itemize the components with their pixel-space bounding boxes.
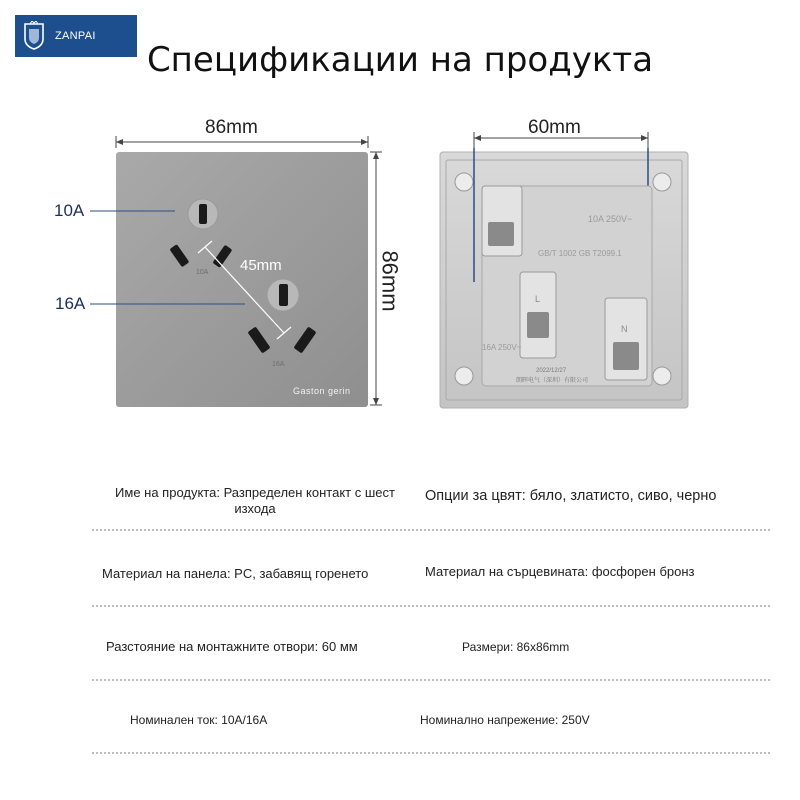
spec-dimensions: Размери: 86x86mm bbox=[462, 640, 570, 654]
divider bbox=[92, 605, 770, 607]
divider bbox=[92, 679, 770, 681]
face-16a-mark: 16A bbox=[272, 361, 285, 368]
face-10a-mark: 10A bbox=[196, 269, 209, 276]
spec-panel-material: Материал на панела: PC, забавящ горенето bbox=[102, 566, 369, 581]
back-16a-text: 16A 250V~ bbox=[482, 343, 522, 352]
divider bbox=[92, 529, 770, 531]
brand-name: ZANPAI bbox=[55, 30, 96, 42]
diagonal-45mm-label: 45mm bbox=[240, 257, 282, 274]
spec-rated-current: Номинален ток: 10A/16A bbox=[130, 713, 268, 727]
spec-product-name: Име на продукта: Разпределен контакт с шест изхода bbox=[115, 485, 395, 516]
page-title: Спецификации на продукта bbox=[146, 40, 654, 80]
spec-core-material: Материал на сърцевината: фосфорен бронз bbox=[425, 564, 695, 579]
height-label: 86mm bbox=[377, 250, 403, 312]
callout-16a-label: 16A bbox=[55, 294, 86, 313]
back-maker-text: 朗晖电气（深圳）有限公司 bbox=[516, 377, 589, 384]
spec-hole-spacing: Разстояние на монтажните отвори: 60 мм bbox=[106, 639, 358, 654]
socket-front-face bbox=[116, 152, 368, 407]
width-label: 86mm bbox=[205, 117, 258, 138]
back-rating-text: 10A 250V~ bbox=[588, 214, 633, 224]
spec-color-options: Опции за цвят: бяло, златисто, сиво, черно bbox=[425, 488, 717, 504]
back-l-mark: L bbox=[535, 294, 541, 304]
back-n-mark: N bbox=[621, 324, 628, 334]
face-brand-mark: Gaston gerin bbox=[293, 386, 351, 396]
back-date-text: 2022/12/27 bbox=[536, 368, 567, 374]
spec-rated-voltage: Номинално напрежение: 250V bbox=[420, 713, 590, 727]
callout-10a-label: 10A bbox=[54, 201, 85, 220]
divider bbox=[92, 752, 770, 754]
hole-spacing-label: 60mm bbox=[528, 117, 581, 138]
back-standard-text: GB/T 1002 GB T2099.1 bbox=[538, 249, 622, 258]
